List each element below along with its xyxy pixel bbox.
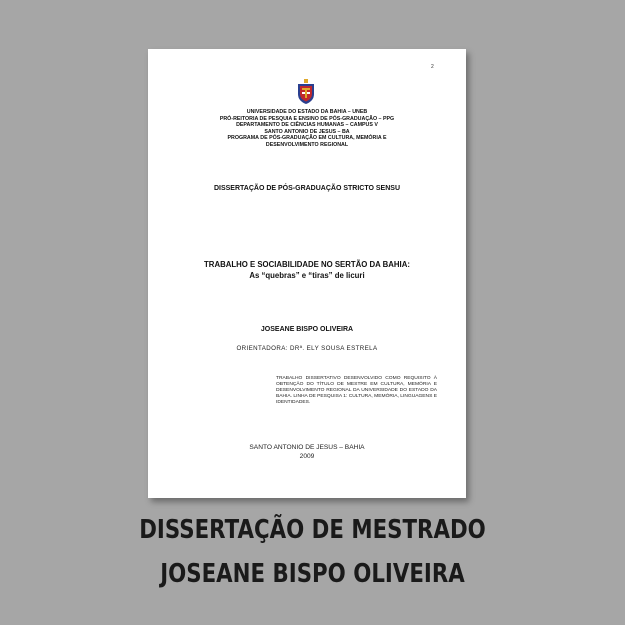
city-line: SANTO ANTONIO DE JESUS – BAHIA [249, 444, 365, 451]
degree-line: DISSERTAÇÃO DE PÓS-GRADUAÇÃO STRICTO SENSU [213, 185, 401, 192]
dissertation-note: TRABALHO DISSERTATIVO DESENVOLVIDO COMO REQUISITO À OBTENÇÃO DO TÍTULO DE MESTRE EM CULTURA, MEMÓRIA E DESENVOLVIMENTO REGIONAL DA UNIVERSIDADE DO ESTADO DA BAHIA. LINHA DE PESQUISA 1: CULTURA, MEMÓRIA, LINGUAGENS E IDENTIDADES. [276, 376, 437, 405]
caption-title: DISSERTAÇÃO DE MESTRADO [139, 515, 486, 545]
institution-line: DEPARTAMENTO DE CIÊNCIAS HUMANAS – CAMPUS V [236, 122, 378, 129]
title-line-1: TRABALHO E SOCIABILIDADE NO SERTÃO DA BAHIA: [204, 260, 410, 269]
institution-line: DESENVOLVIMENTO REGIONAL [265, 141, 349, 148]
title-line-2: As “quebras” e “tiras” de licuri [249, 271, 365, 280]
document-page [148, 49, 466, 498]
institution-line: SANTO ANTONIO DE JESUS – BA [264, 128, 350, 135]
caption-author: JOSEANE BISPO OLIVEIRA [160, 559, 465, 589]
institution-line: PROGRAMA DE PÓS-GRADUAÇÃO EM CULTURA, MEMÓRIA E [227, 135, 387, 142]
page-number: 2 [431, 64, 434, 70]
year-line: 2009 [299, 453, 315, 460]
uneb-crest-icon [296, 79, 316, 105]
author-name: JOSEANE BISPO OLIVEIRA [260, 326, 354, 333]
dissertation-title [158, 259, 456, 281]
city-year [158, 443, 456, 461]
institution-line: UNIVERSIDADE DO ESTADO DA BAHIA – UNEB [246, 109, 368, 115]
advisor-line: ORIENTADORA: DRª. ELY SOUSA ESTRELA [236, 345, 378, 352]
institution-header [188, 109, 426, 149]
institution-line: PRÓ-REITORIA DE PESQUIA E ENSINO DE PÓS-GRADUAÇÃO – PPG [219, 115, 395, 122]
